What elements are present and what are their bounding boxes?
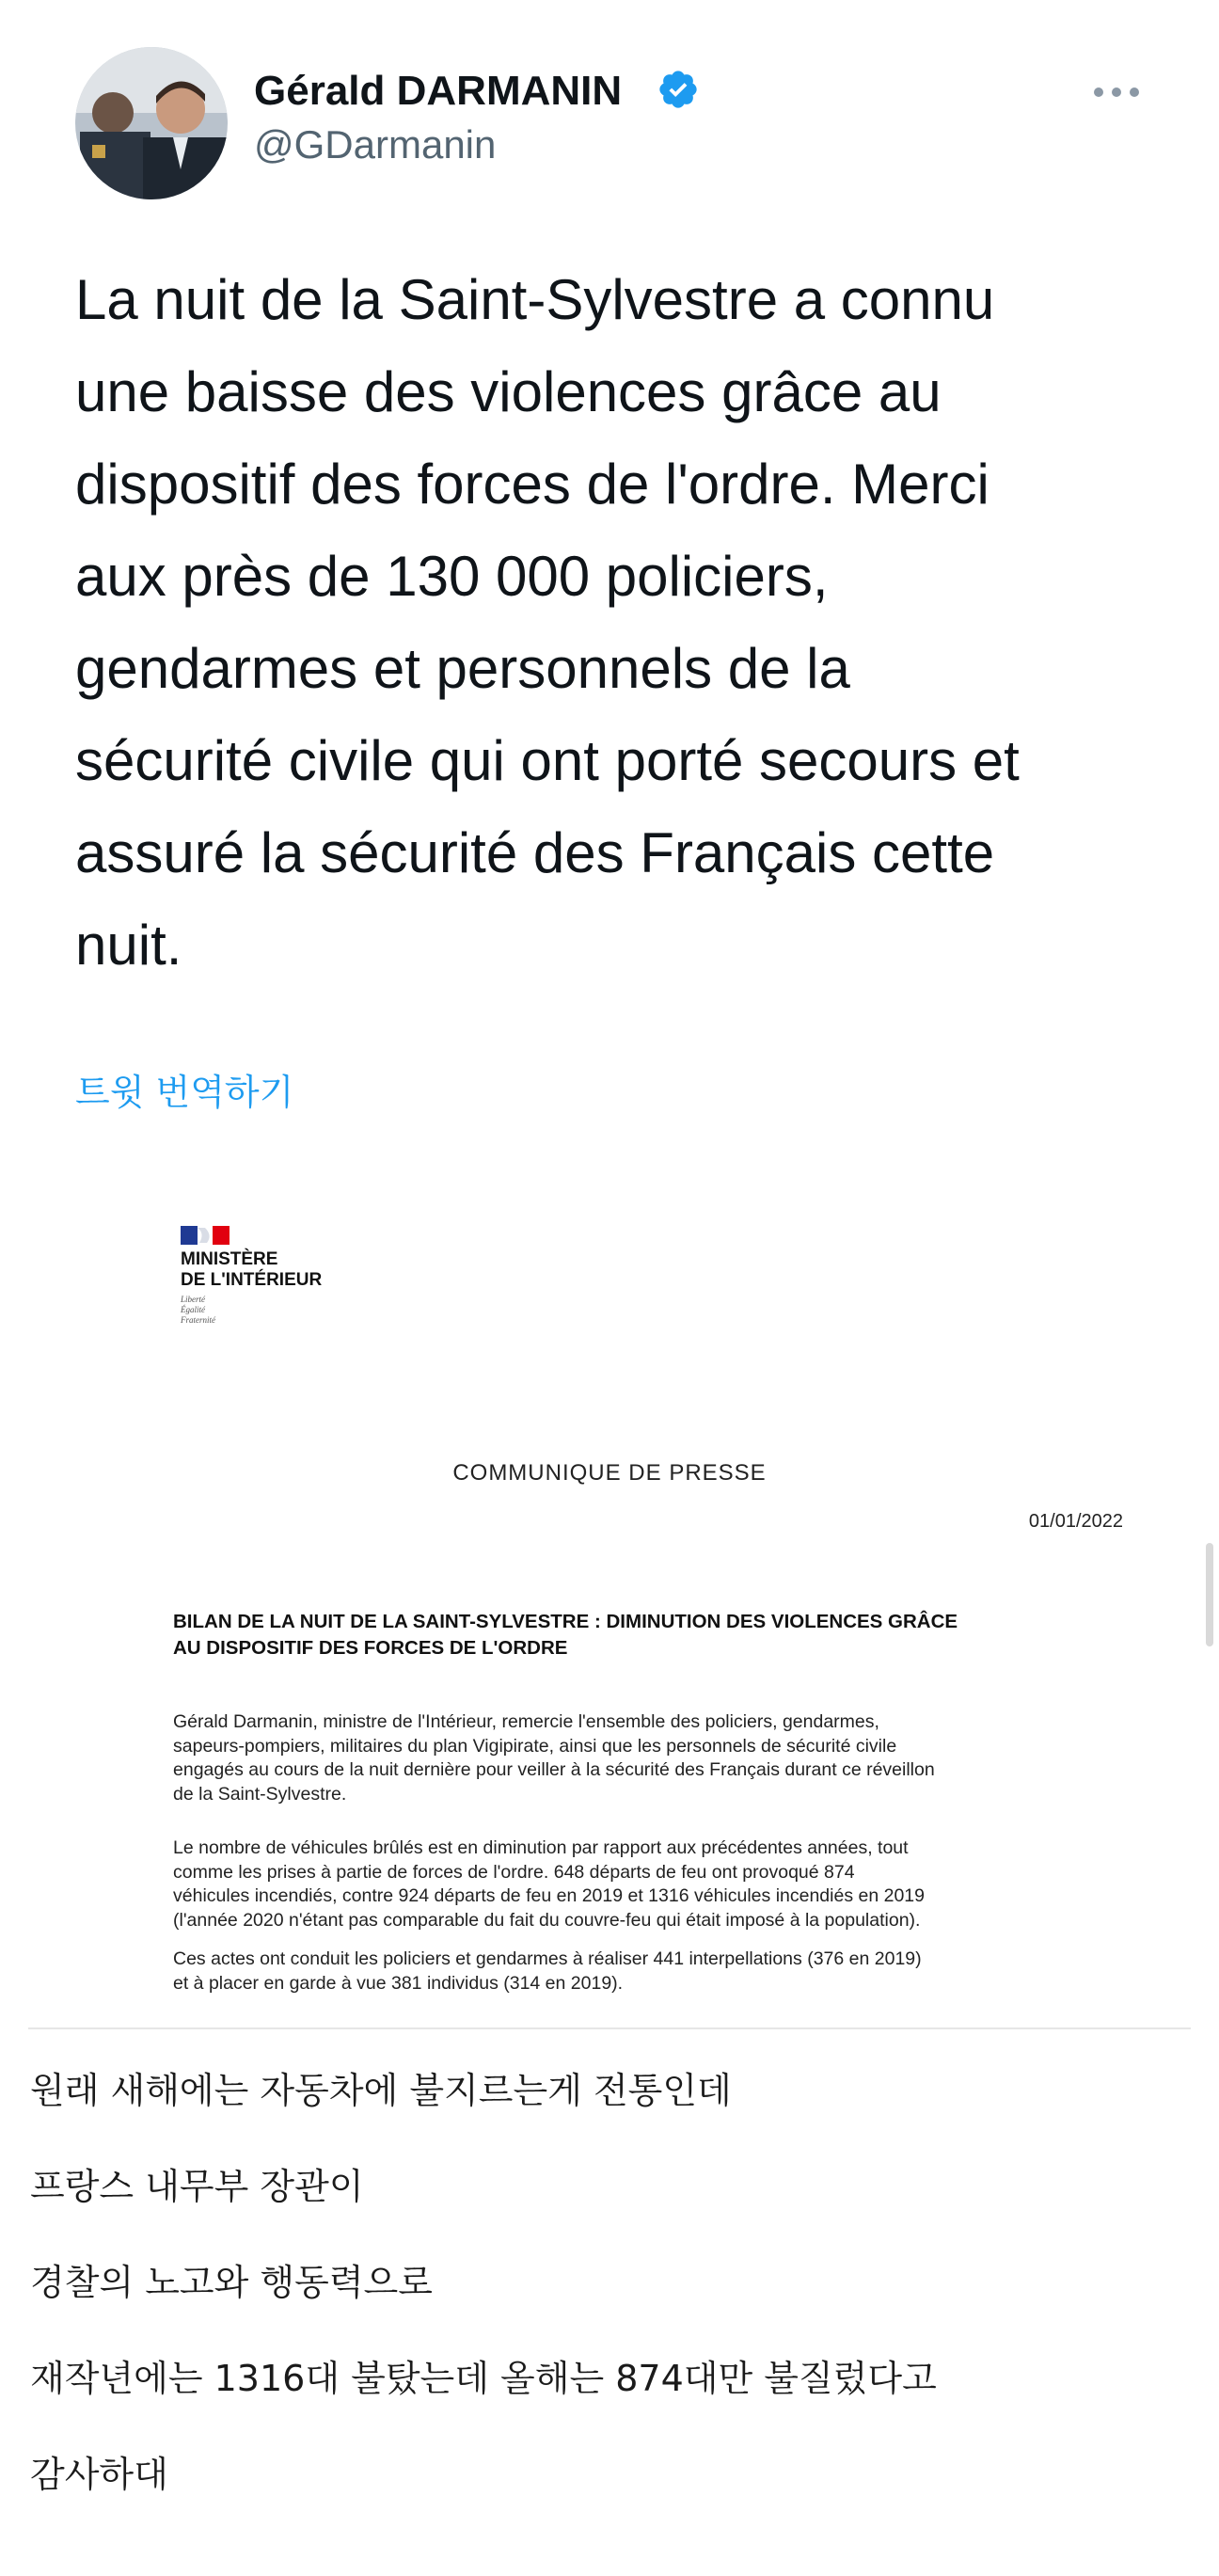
ministry-name-line: DE L'INTÉRIEUR [181,1270,323,1290]
paragraph-line: Ces actes ont conduit les policiers et gendarmes à réaliser 441 interpellations (376 en 2019) [173,1948,922,1969]
author-handle[interactable]: @GDarmanin [254,122,497,167]
press-release-paragraph [173,1710,1123,1806]
tweet-text-line: gendarmes et personnels de la [75,637,850,700]
tweet-text-line: nuit. [75,914,182,977]
tweet-text-line: dispositif des forces de l'ordre. Merci [75,453,989,516]
paragraph-line: sapeurs-pompiers, militaires du plan Vigipirate, ainsi que les personnels de sécurité civile [173,1735,897,1757]
translate-tweet-link[interactable]: 트윗 번역하기 [75,1072,294,1113]
ministry-motto [181,1295,215,1326]
avatar[interactable] [75,47,228,199]
press-release-date: 01/01/2022 [1028,1511,1123,1532]
more-horizontal-icon[interactable] [1091,83,1142,102]
tweet-text-line: sécurité civile qui ont porté secours et [75,729,1020,792]
tweet-header [75,47,1144,198]
paragraph-line: Gérald Darmanin, ministre de l'Intérieur, remercie l'ensemble des policiers, gendarmes, [173,1711,879,1732]
tweet-text [75,254,1157,992]
post-caption [30,2068,1187,2548]
motto-line: Liberté [181,1295,205,1304]
paragraph-line: et à placer en garde à vue 381 individus (314 en 2019). [173,1972,624,1994]
tweet-text-line: une baisse des violences grâce au [75,360,942,423]
paragraph-line: Le nombre de véhicules brûlés est en diminution par rapport aux précédentes années, tout [173,1837,909,1858]
title-line: BILAN DE LA NUIT DE LA SAINT-SYLVESTRE : DIMINUTION DES VIOLENCES GRÂCE [173,1611,958,1632]
ministry-name [181,1249,322,1291]
tweet-text-line: aux près de 130 000 policiers, [75,545,829,608]
author-name[interactable]: Gérald DARMANIN [254,68,623,114]
scrollbar-thumb[interactable] [1206,1543,1213,1646]
ministry-name-line: MINISTÈRE [181,1249,278,1269]
caption-line: 프랑스 내무부 장관이 [30,2166,364,2207]
press-release-title [173,1609,1104,1662]
press-release-paragraph [173,1837,1123,1932]
title-line: AU DISPOSITIF DES FORCES DE L'ORDRE [173,1637,568,1659]
caption-line: 재작년에는 1316대 불탔는데 올해는 874대만 불질렀다고 [30,2358,937,2399]
tweet-text-line: assuré la sécurité des Français cette [75,821,995,884]
tweet-media-image[interactable] [75,1167,1185,2013]
paragraph-line: véhicules incendiés, contre 924 départs de feu en 2019 et 1316 véhicules incendiés en 2019 [173,1885,925,1906]
press-release-heading: COMMUNIQUE DE PRESSE [452,1460,767,1486]
motto-line: Égalité [181,1305,205,1314]
verified-badge-icon [657,68,700,111]
paragraph-line: de la Saint-Sylvestre. [173,1783,347,1805]
paragraph-line: engagés au cours de la nuit dernière pour veiller à la sécurité des Français durant ce réveillon [173,1759,935,1780]
paragraph-line: (l'année 2020 n'étant pas comparable du fait du couvre-feu qui était imposé à la population). [173,1909,921,1931]
motto-line: Fraternité [181,1315,215,1325]
caption-line: 경찰의 노고와 행동력으로 [30,2262,433,2303]
press-release-paragraph [173,1948,1123,1996]
divider [28,2027,1191,2029]
tweet-text-line: La nuit de la Saint-Sylvestre a connu [75,268,995,331]
avatar-photo [75,47,228,199]
french-flag-logo [181,1226,230,1245]
paragraph-line: comme les prises à partie de forces de l'ordre. 648 départs de feu ont provoqué 874 [173,1861,855,1883]
caption-line: 감사하대 [30,2454,168,2495]
caption-line: 원래 새해에는 자동차에 불지르는게 전통인데 [30,2070,732,2111]
